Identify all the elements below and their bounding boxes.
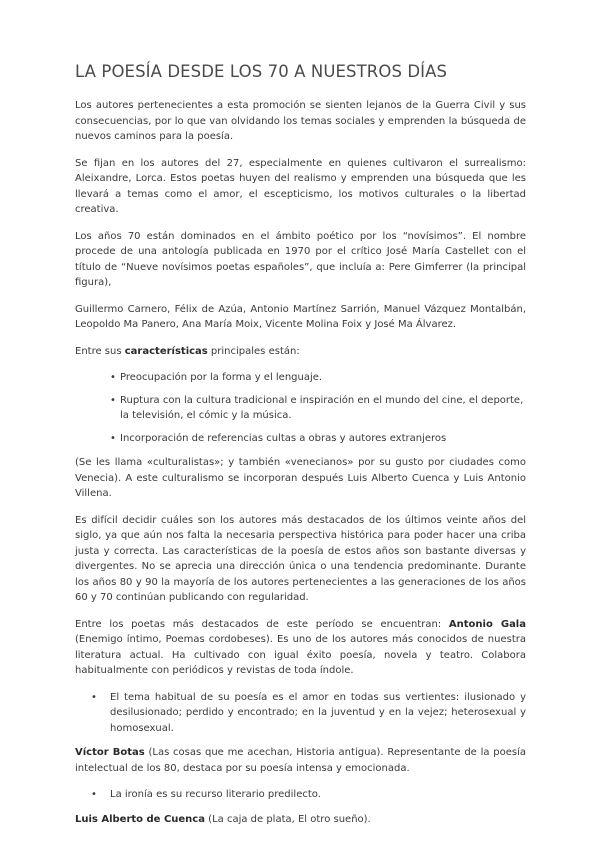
- paragraph-culturalistas: (Se les llama «culturalistas»; y también «venecianos» por su gusto por ciudades como Venecia). A este culturalismo se incorporan después Luis Alberto Cuenca y Luis Antonio Villena.: [75, 457, 526, 499]
- paragraph-antonio-gala: [75, 617, 526, 679]
- list-item: [108, 393, 526, 424]
- list-item-text: Incorporación de referencias cultas a obras y autores extranjeros: [120, 432, 447, 444]
- list-item-text: Preocupación por la forma y el lenguaje.: [120, 372, 323, 383]
- bold-author-luis-alberto-cuenca: Luis Alberto de Cuenca: [75, 813, 205, 825]
- text-span: principales están:: [207, 345, 300, 357]
- text-span: Entre los poetas más destacados de este período se encuentran:: [75, 618, 449, 630]
- characteristics-list: [75, 370, 526, 446]
- text-span: Entre sus: [75, 345, 125, 357]
- bold-term-caracteristicas: características: [124, 345, 208, 357]
- botas-list: [75, 787, 526, 803]
- text-span: (Las cosas que me acechan, Historia antigua). Representante de la poesía intelectual de los 80, destaca por su poesía intensa y emocionada.: [75, 747, 526, 774]
- paragraph-intro: Los autores pertenecientes a esta promoción se sienten lejanos de la Guerra Civil y sus consecuencias, por lo que van olvidando los temas sociales y emprenden la búsqueda de nuevos caminos para la poesía.: [75, 100, 526, 142]
- text-span: (Enemigo íntimo, Poemas cordobeses). Es uno de los autores más conocidos de nuestra literatura actual. Ha cultivado con igual éxito poesía, novela y teatro. Colabora habitualmente con periódicos y revistas de toda índole.: [75, 634, 526, 676]
- list-item: [108, 431, 526, 447]
- paragraph-characteristics-intro: [75, 344, 526, 360]
- bullet-icon: •: [110, 432, 116, 444]
- list-item: [91, 690, 526, 737]
- paragraph-recent-authors: Es difícil decidir cuáles son los autores más destacados de los últimos veinte años del siglo, ya que aún nos falta la necesaria perspectiva histórica para poder hacer una criba justa y correcta. Las características de la poesía de estos años son bastante diversas y divergentes. No se aprecia una dirección única o una tendencia predominante. Durante los años 80 y 90 la mayoría de los autores pertenecientes a las generaciones de los años 60 y 70 continúan publicando con regularidad.: [75, 514, 526, 603]
- list-item: [91, 787, 526, 803]
- list-item-text: La ironía es su recurso literario predilecto.: [110, 789, 321, 800]
- bullet-icon: •: [91, 691, 97, 703]
- list-item: [108, 370, 526, 386]
- bullet-icon: •: [91, 789, 97, 800]
- paragraph-novisimos: Los años 70 están dominados en el ámbito poético por los “novísimos”. El nombre procede de una antología publicada en 1970 por el crítico José María Castellet con el título de “Nueve novísimos poetas españoles”, que incluía a: Pere Gimferrer (la principal figura),: [75, 230, 526, 288]
- bold-author-victor-botas: Víctor Botas: [75, 747, 145, 758]
- text-span: (La caja de plata, El otro sueño).: [204, 813, 371, 825]
- gala-list: [75, 690, 526, 737]
- list-item-text: Ruptura con la cultura tradicional e inspiración en el mundo del cine, el deporte, la televisión, el cómic y la música.: [120, 394, 524, 421]
- paragraph-luis-alberto-cuenca: [75, 812, 526, 828]
- paragraph-victor-botas: [75, 745, 526, 776]
- page-title: LA POESÍA DESDE LOS 70 A NUESTROS DÍAS: [75, 62, 448, 81]
- bullet-icon: •: [110, 372, 116, 383]
- bold-author-antonio-gala: Antonio Gala: [448, 618, 526, 630]
- document-page: [75, 62, 526, 838]
- list-item-text: El tema habitual de su poesía es el amor en todas sus vertientes: ilusionado y desilusionado; perdido y encontrado; en la juventud y en la vejez; heterosexual y homosexual.: [110, 691, 526, 734]
- bullet-icon: •: [110, 394, 116, 406]
- paragraph-novisimos-names: Guillermo Carnero, Félix de Azúa, Antonio Martínez Sarrión, Manuel Vázquez Montalbán, Leopoldo Ma Panero, Ana María Moix, Vicente Molina Foix y José Ma Álvarez.: [75, 303, 526, 330]
- paragraph-influences: Se fijan en los autores del 27, especialmente en quienes cultivaron el surrealismo: Aleixandre, Lorca. Estos poetas huyen del realismo y emprenden una búsqueda que les llevará a temas como el amor, el escepticismo, los motivos culturales o la libertad creativa.: [75, 157, 526, 215]
